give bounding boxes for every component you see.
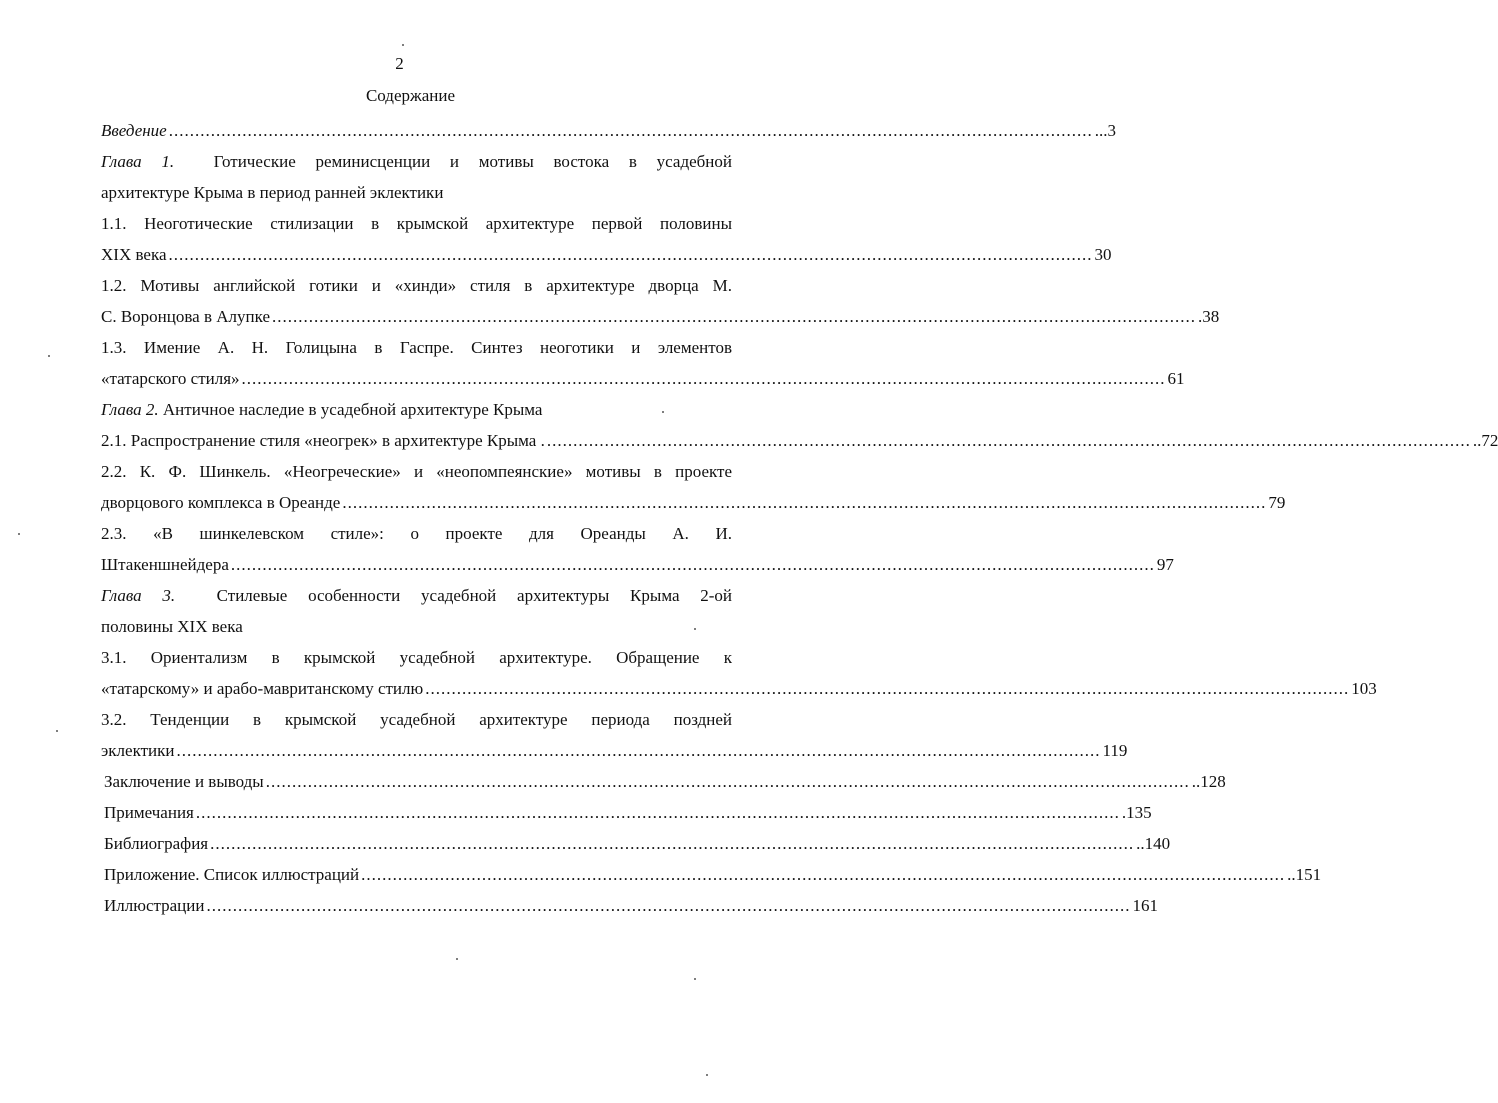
scan-speck bbox=[694, 628, 696, 630]
leader-dots: ................................................................................................................................................................................ bbox=[176, 741, 1101, 760]
page-ref: .38 bbox=[1198, 307, 1220, 326]
scan-speck bbox=[18, 533, 20, 535]
section-title-line: «татарского стиля» bbox=[101, 369, 240, 388]
toc-entry-label: Библиография bbox=[104, 834, 209, 853]
section-title-line: 2.2. К. Ф. Шинкель. «Неогреческие» и «неопомпеянские» мотивы в проекте bbox=[101, 462, 732, 481]
page-ref: .135 bbox=[1121, 803, 1152, 822]
toc-section-1-3[interactable] bbox=[101, 332, 1185, 394]
section-title-line: 1.2. Мотивы английской готики и «хинди» стиля в архитектуре дворца М. bbox=[101, 276, 732, 295]
chapter-title-line: Античное наследие в усадебной архитектуре Крыма bbox=[162, 400, 543, 419]
scan-speck bbox=[56, 730, 58, 732]
section-title-line: 1.3. Имение А. Н. Голицына в Гаспре. Синтез неоготики и элементов bbox=[101, 338, 732, 357]
section-title-line: 3.1. Ориентализм в крымской усадебной архитектуре. Обращение к bbox=[101, 648, 732, 667]
toc-section-1-2[interactable] bbox=[101, 270, 1220, 332]
section-title-line: Штакеншнейдера bbox=[101, 555, 229, 574]
leader-dots: ................................................................................................................................................................................ bbox=[195, 803, 1120, 822]
page-ref: ..140 bbox=[1136, 834, 1171, 853]
section-title-line: 2.1. Распространение стиля «неогрек» в архитектуре Крыма . bbox=[101, 431, 545, 450]
leader-dots: ................................................................................................................................................................................ bbox=[241, 369, 1166, 388]
section-title-line: 1.1. Неоготические стилизации в крымской архитектуре первой половины bbox=[101, 214, 732, 233]
toc-entry-label: Примечания bbox=[104, 803, 194, 822]
toc-section-2-2[interactable] bbox=[101, 456, 1286, 518]
leader-dots: ................................................................................................................................................................................ bbox=[272, 307, 1196, 326]
page-ref: ..128 bbox=[1191, 772, 1226, 791]
toc-entry-conclusion[interactable] bbox=[101, 766, 1226, 797]
toc-entry-bibliography[interactable] bbox=[101, 828, 1171, 859]
leader-dots: ................................................................................................................................................................................ bbox=[168, 121, 1093, 140]
toc-title: Содержание bbox=[365, 86, 456, 105]
chapter-title-line: Стилевые особенности усадебной архитектуры Крыма 2-ой bbox=[216, 586, 733, 605]
page-ref: ...3 bbox=[1094, 121, 1116, 140]
page-ref: 161 bbox=[1132, 896, 1158, 915]
section-title-line: 2.3. «В шинкелевском стиле»: о проекте для Ореанды А. И. bbox=[101, 524, 732, 543]
leader-dots: ................................................................................................................................................................................ bbox=[361, 865, 1286, 884]
leader-dots: ................................................................................................................................................................................ bbox=[265, 772, 1190, 791]
page-number: 2 bbox=[395, 54, 404, 73]
leader-dots: ................................................................................................................................................................................ bbox=[546, 431, 1471, 450]
scan-speck bbox=[402, 44, 404, 46]
page-ref: 30 bbox=[1094, 245, 1112, 264]
page-ref: 119 bbox=[1102, 741, 1128, 760]
section-title-line: С. Воронцова в Алупке bbox=[101, 307, 270, 326]
chapter-label: Глава 1. bbox=[101, 152, 175, 171]
toc-entry-label: Приложение. Список иллюстраций bbox=[104, 865, 360, 884]
toc-section-2-3[interactable] bbox=[101, 518, 1174, 580]
toc-chapter-1[interactable] bbox=[101, 146, 732, 208]
table-of-contents bbox=[101, 115, 1498, 921]
toc-entry-appendix[interactable] bbox=[101, 859, 1322, 890]
leader-dots: ................................................................................................................................................................................ bbox=[168, 245, 1093, 264]
toc-entry-label: Введение bbox=[101, 121, 167, 140]
scan-speck bbox=[694, 978, 696, 980]
scan-speck bbox=[662, 411, 664, 413]
leader-dots: ................................................................................................................................................................................ bbox=[230, 555, 1155, 574]
chapter-label: Глава 2. bbox=[101, 400, 159, 419]
leader-dots: ................................................................................................................................................................................ bbox=[425, 679, 1350, 698]
toc-entry-label: Иллюстрации bbox=[104, 896, 205, 915]
page-ref: 61 bbox=[1167, 369, 1185, 388]
section-title-line: эклектики bbox=[101, 741, 175, 760]
page-ref: 79 bbox=[1268, 493, 1286, 512]
page-ref: 103 bbox=[1351, 679, 1377, 698]
toc-section-3-1[interactable] bbox=[101, 642, 1377, 704]
section-title-line: дворцового комплекса в Ореанде bbox=[101, 493, 341, 512]
toc-section-2-1[interactable] bbox=[101, 425, 1498, 456]
scan-speck bbox=[456, 958, 458, 960]
toc-section-3-2[interactable] bbox=[101, 704, 1128, 766]
page-ref: 97 bbox=[1156, 555, 1174, 574]
chapter-title-line: архитектуре Крыма в период ранней эклектики bbox=[101, 183, 444, 202]
toc-section-1-1[interactable] bbox=[101, 208, 1112, 270]
leader-dots: ................................................................................................................................................................................ bbox=[210, 834, 1135, 853]
page-ref: ..151 bbox=[1287, 865, 1322, 884]
page-ref: ..72 bbox=[1472, 431, 1498, 450]
scan-speck bbox=[706, 1074, 708, 1076]
toc-entry-label: Заключение и выводы bbox=[104, 772, 264, 791]
toc-entry-illustrations[interactable] bbox=[101, 890, 1158, 921]
section-title-line: 3.2. Тенденции в крымской усадебной архитектуре периода поздней bbox=[101, 710, 732, 729]
section-title-line: XIX века bbox=[101, 245, 167, 264]
chapter-title-line: Готические реминисценции и мотивы востока в усадебной bbox=[213, 152, 733, 171]
toc-entry-notes[interactable] bbox=[101, 797, 1152, 828]
chapter-title-line: половины XIX века bbox=[101, 617, 243, 636]
toc-entry-intro[interactable] bbox=[101, 115, 1116, 146]
scan-speck bbox=[48, 355, 50, 357]
section-title-line: «татарскому» и арабо-мавританскому стилю bbox=[101, 679, 424, 698]
toc-chapter-3[interactable] bbox=[101, 580, 732, 642]
leader-dots: ................................................................................................................................................................................ bbox=[206, 896, 1131, 915]
toc-chapter-2[interactable] bbox=[101, 394, 732, 425]
leader-dots: ................................................................................................................................................................................ bbox=[342, 493, 1267, 512]
chapter-label: Глава 3. bbox=[101, 586, 176, 605]
